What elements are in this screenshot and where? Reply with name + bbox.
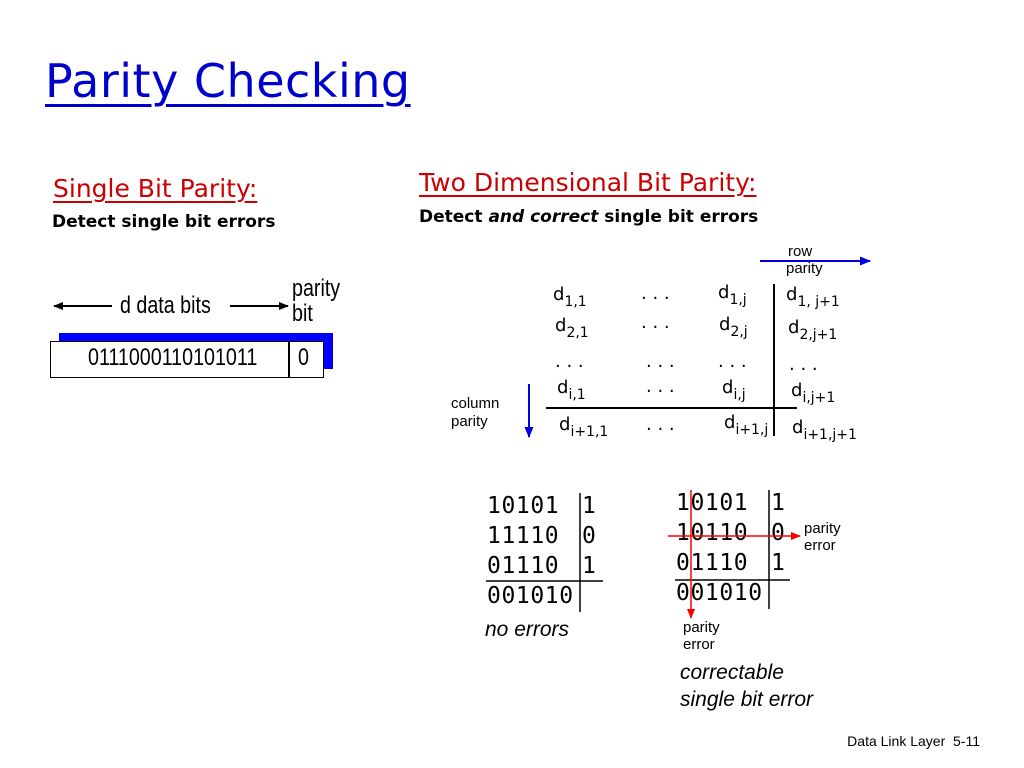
single-bit-heading: Single Bit Parity: (53, 174, 258, 203)
footer (847, 733, 980, 749)
two-dim-heading: Two Dimensional Bit Parity: (419, 168, 757, 197)
row-parity-line2: parity (786, 260, 823, 277)
column-parity-line2: parity (451, 413, 488, 430)
err-row-1-parity: 1 (771, 490, 786, 516)
cell-d-2-j: $d_{2,j}$ (719, 314, 748, 340)
two-dim-sub-italic: and correct (488, 207, 599, 227)
cell-d-ip1-j: $d_{i+1,j}$ (724, 412, 769, 438)
no-errors-caption: no errors (485, 618, 570, 641)
footer-page: 5-11 (953, 733, 980, 749)
cell-d-i-jp1: $d_{i,j+1}$ (791, 380, 836, 406)
ok-row-1: 10101 (487, 493, 560, 519)
row-error-line2: error (804, 537, 836, 554)
ok-parity-row: 001010 (487, 583, 574, 609)
ok-row-2-parity: 0 (582, 523, 597, 549)
correctable-caption-line1: correctable (680, 661, 784, 684)
cell-d-1-jp1: $d_{1, j+1}$ (786, 284, 840, 310)
slide-title: Parity Checking (45, 54, 411, 108)
dots-middle: . . . (646, 351, 675, 372)
row-parity-line1: row (788, 243, 813, 260)
ok-row-3: 01110 (487, 553, 560, 579)
err-row-3: 01110 (676, 550, 749, 576)
correctable-caption-line2: single bit error (680, 688, 814, 711)
parity-bit-label-line1: parity (292, 275, 341, 302)
cell-d-ip1-1: $d_{i+1,1}$ (559, 414, 609, 440)
cell-d-2-1: $d_{2,1}$ (555, 315, 589, 341)
two-dim-sub-prefix: Detect (419, 207, 483, 227)
dots-rp: . . . (646, 414, 675, 435)
dots-r1: . . . (641, 283, 670, 304)
dots-colj: . . . (718, 351, 747, 372)
dots-col1: . . . (555, 351, 584, 372)
cell-d-1-1: $d_{1,1}$ (553, 284, 587, 310)
cell-d-2-jp1: $d_{2,j+1}$ (788, 317, 838, 343)
err-parity-row: 001010 (676, 580, 763, 606)
err-row-2: 10110 (676, 520, 749, 546)
err-row-3-parity: 1 (771, 550, 786, 576)
row-error-line1: parity (804, 520, 841, 537)
column-parity-line1: column (451, 395, 500, 412)
cell-d-i-j: $d_{i,j}$ (722, 377, 746, 403)
ok-row-3-parity: 1 (582, 553, 597, 579)
err-row-1: 10101 (676, 490, 749, 516)
dots-colp: . . . (789, 354, 818, 375)
err-row-2-parity: 0 (771, 520, 786, 546)
two-dim-sub-suffix: single bit errors (604, 207, 759, 227)
dots-ri: . . . (646, 376, 675, 397)
ok-row-1-parity: 1 (582, 493, 597, 519)
ok-row-2: 11110 (487, 523, 560, 549)
footer-chapter: Data Link Layer (847, 733, 946, 749)
col-error-line1: parity (683, 619, 720, 636)
single-bit-subheading: Detect single bit errors (52, 212, 276, 232)
cell-d-ip1-jp1: $d_{i+1,j+1}$ (792, 417, 857, 443)
data-bits-value: 0111000110101011 (88, 344, 258, 371)
cell-d-i-1: $d_{i,1}$ (557, 377, 586, 403)
data-bits-label: d data bits (120, 292, 211, 319)
parity-bit-value: 0 (298, 344, 309, 371)
dots-r2: . . . (641, 312, 670, 333)
col-error-line2: error (683, 636, 715, 653)
cell-d-1-j: $d_{1,j}$ (718, 282, 747, 308)
parity-bit-label-line2: bit (292, 300, 313, 327)
